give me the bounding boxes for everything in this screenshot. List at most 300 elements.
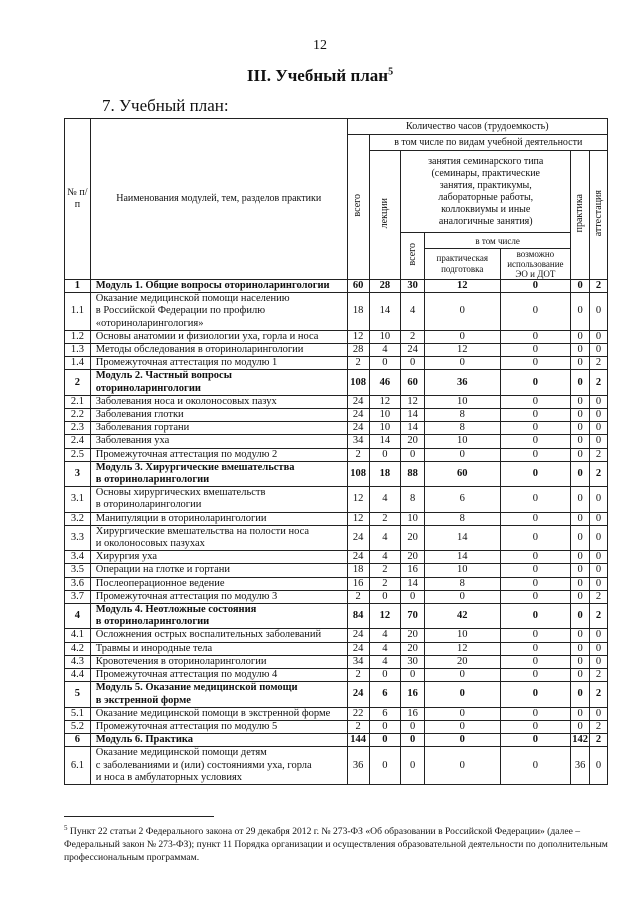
cell-practical-training: 0 xyxy=(424,707,500,720)
cell-practical-training: 14 xyxy=(424,551,500,564)
cell-practical-training: 36 xyxy=(424,370,500,395)
row-number: 2 xyxy=(65,370,91,395)
cell-seminar-total: 0 xyxy=(401,357,425,370)
cell-attestation: 2 xyxy=(590,590,608,603)
cell-lectures: 4 xyxy=(369,487,401,512)
cell-practice: 0 xyxy=(571,344,590,357)
cell-lectures: 0 xyxy=(369,669,401,682)
cell-practice: 0 xyxy=(571,435,590,448)
cell-practical-training: 0 xyxy=(424,448,500,461)
cell-lectures: 14 xyxy=(369,293,401,331)
cell-eo-dot: 0 xyxy=(500,293,571,331)
row-number: 5.2 xyxy=(65,720,91,733)
row-name: Модуль 4. Неотложные состояния в оториноларингологии xyxy=(90,604,347,629)
cell-lectures: 4 xyxy=(369,551,401,564)
header-seminar: занятия семинарского типа (семинары, практические занятия, практикумы, лабораторные работы, коллоквиумы и иные аналогичные занятия) xyxy=(401,151,571,233)
cell-eo-dot: 0 xyxy=(500,604,571,629)
header-sem-total xyxy=(401,233,425,280)
module-row xyxy=(65,461,608,486)
cell-attestation: 0 xyxy=(590,642,608,655)
header-practical-training: практическая подготовка xyxy=(424,249,500,280)
row-number: 6.1 xyxy=(65,747,91,785)
row-number: 5 xyxy=(65,682,91,707)
cell-lectures: 0 xyxy=(369,448,401,461)
cell-eo-dot: 0 xyxy=(500,487,571,512)
row-name: Промежуточная аттестация по модулю 4 xyxy=(90,669,347,682)
cell-lectures: 18 xyxy=(369,461,401,486)
cell-practical-training: 12 xyxy=(424,280,500,293)
cell-seminar-total: 0 xyxy=(401,734,425,747)
cell-seminar-total: 30 xyxy=(401,655,425,668)
cell-total: 24 xyxy=(347,642,369,655)
footnote-divider xyxy=(64,816,214,817)
table-row xyxy=(65,720,608,733)
table-row xyxy=(65,577,608,590)
cell-lectures: 0 xyxy=(369,734,401,747)
module-row xyxy=(65,604,608,629)
cell-total: 60 xyxy=(347,280,369,293)
table-row xyxy=(65,629,608,642)
cell-eo-dot: 0 xyxy=(500,655,571,668)
cell-seminar-total: 14 xyxy=(401,577,425,590)
cell-practical-training: 12 xyxy=(424,642,500,655)
cell-practical-training: 14 xyxy=(424,525,500,550)
cell-practice: 36 xyxy=(571,747,590,785)
cell-attestation: 2 xyxy=(590,734,608,747)
row-name: Модуль 2. Частный вопросы оториноларингологии xyxy=(90,370,347,395)
cell-eo-dot: 0 xyxy=(500,682,571,707)
cell-eo-dot: 0 xyxy=(500,734,571,747)
cell-seminar-total: 0 xyxy=(401,448,425,461)
cell-practice: 0 xyxy=(571,629,590,642)
cell-seminar-total: 2 xyxy=(401,330,425,343)
cell-total: 2 xyxy=(347,590,369,603)
cell-total: 144 xyxy=(347,734,369,747)
cell-attestation: 0 xyxy=(590,629,608,642)
header-lectures-text: лекции xyxy=(378,197,390,229)
cell-eo-dot: 0 xyxy=(500,370,571,395)
cell-seminar-total: 20 xyxy=(401,525,425,550)
cell-lectures: 0 xyxy=(369,357,401,370)
cell-total: 108 xyxy=(347,370,369,395)
row-number: 3.4 xyxy=(65,551,91,564)
row-number: 4.2 xyxy=(65,642,91,655)
cell-practice: 0 xyxy=(571,682,590,707)
cell-practice: 0 xyxy=(571,487,590,512)
cell-practical-training: 0 xyxy=(424,747,500,785)
cell-total: 2 xyxy=(347,448,369,461)
cell-total: 24 xyxy=(347,422,369,435)
cell-total: 24 xyxy=(347,629,369,642)
cell-eo-dot: 0 xyxy=(500,590,571,603)
cell-eo-dot: 0 xyxy=(500,577,571,590)
cell-lectures: 10 xyxy=(369,422,401,435)
row-number: 4.4 xyxy=(65,669,91,682)
row-name: Заболевания гортани xyxy=(90,422,347,435)
cell-seminar-total: 14 xyxy=(401,422,425,435)
cell-total: 108 xyxy=(347,461,369,486)
footnote-text: Пункт 22 статьи 2 Федерального закона от 29 декабря 2012 г. № 273-ФЗ «Об образовании в Российской Федерации» (далее – Федеральный закон № 273-ФЗ); пункт 11 Порядка организации и осуществления образовательной деятельности по дополнительным профессиональным программам. xyxy=(64,826,608,864)
row-name: Промежуточная аттестация по модулю 3 xyxy=(90,590,347,603)
cell-attestation: 2 xyxy=(590,669,608,682)
cell-practical-training: 0 xyxy=(424,293,500,331)
cell-total: 18 xyxy=(347,293,369,331)
cell-eo-dot: 0 xyxy=(500,564,571,577)
row-number: 4.1 xyxy=(65,629,91,642)
footnote-mark: 5 xyxy=(64,824,68,832)
cell-attestation: 0 xyxy=(590,747,608,785)
cell-practice: 0 xyxy=(571,330,590,343)
row-number: 3.5 xyxy=(65,564,91,577)
cell-practical-training: 0 xyxy=(424,330,500,343)
cell-attestation: 0 xyxy=(590,409,608,422)
cell-seminar-total: 20 xyxy=(401,642,425,655)
header-sem-total-text: всего xyxy=(406,242,418,266)
row-number: 2.5 xyxy=(65,448,91,461)
cell-seminar-total: 0 xyxy=(401,590,425,603)
cell-practice: 0 xyxy=(571,512,590,525)
cell-attestation: 0 xyxy=(590,707,608,720)
cell-practical-training: 0 xyxy=(424,669,500,682)
cell-total: 22 xyxy=(347,707,369,720)
cell-total: 12 xyxy=(347,487,369,512)
cell-practical-training: 10 xyxy=(424,395,500,408)
cell-practice: 0 xyxy=(571,707,590,720)
cell-practice: 0 xyxy=(571,564,590,577)
row-name: Травмы и инородные тела xyxy=(90,642,347,655)
table-row xyxy=(65,642,608,655)
cell-practical-training: 12 xyxy=(424,344,500,357)
cell-seminar-total: 0 xyxy=(401,669,425,682)
cell-lectures: 0 xyxy=(369,747,401,785)
cell-seminar-total: 16 xyxy=(401,707,425,720)
cell-attestation: 0 xyxy=(590,487,608,512)
cell-eo-dot: 0 xyxy=(500,642,571,655)
cell-attestation: 0 xyxy=(590,395,608,408)
cell-total: 16 xyxy=(347,577,369,590)
row-name: Промежуточная аттестация по модулю 1 xyxy=(90,357,347,370)
cell-eo-dot: 0 xyxy=(500,720,571,733)
row-number: 1.4 xyxy=(65,357,91,370)
header-attestation-text: аттестация xyxy=(592,189,604,237)
cell-seminar-total: 60 xyxy=(401,370,425,395)
cell-attestation: 0 xyxy=(590,344,608,357)
cell-practical-training: 0 xyxy=(424,682,500,707)
cell-attestation: 0 xyxy=(590,564,608,577)
table-row xyxy=(65,512,608,525)
cell-total: 24 xyxy=(347,525,369,550)
row-number: 4.3 xyxy=(65,655,91,668)
cell-eo-dot: 0 xyxy=(500,395,571,408)
curriculum-table xyxy=(64,118,608,785)
row-name: Заболевания глотки xyxy=(90,409,347,422)
table-row xyxy=(65,564,608,577)
cell-eo-dot: 0 xyxy=(500,525,571,550)
cell-seminar-total: 8 xyxy=(401,487,425,512)
cell-lectures: 4 xyxy=(369,525,401,550)
row-name: Оказание медицинской помощи детям с заболеваниями и (или) состояниями уха, горла и носа в амбулаторных условиях xyxy=(90,747,347,785)
cell-eo-dot: 0 xyxy=(500,669,571,682)
cell-practical-training: 10 xyxy=(424,435,500,448)
cell-practical-training: 0 xyxy=(424,720,500,733)
cell-eo-dot: 0 xyxy=(500,747,571,785)
table-row xyxy=(65,448,608,461)
row-name: Модуль 6. Практика xyxy=(90,734,347,747)
header-practice xyxy=(571,151,590,280)
cell-seminar-total: 16 xyxy=(401,682,425,707)
cell-attestation: 2 xyxy=(590,682,608,707)
row-name: Кровотечения в оториноларингологии xyxy=(90,655,347,668)
cell-practical-training: 8 xyxy=(424,422,500,435)
header-total-text: всего xyxy=(352,193,364,217)
cell-attestation: 2 xyxy=(590,604,608,629)
header-hours-total: Количество часов (трудоемкость) xyxy=(347,119,607,135)
cell-practice: 0 xyxy=(571,422,590,435)
cell-practice: 0 xyxy=(571,370,590,395)
section-title xyxy=(0,66,640,86)
cell-lectures: 2 xyxy=(369,577,401,590)
cell-attestation: 2 xyxy=(590,370,608,395)
row-number: 2.1 xyxy=(65,395,91,408)
table-row xyxy=(65,487,608,512)
cell-lectures: 0 xyxy=(369,590,401,603)
cell-lectures: 28 xyxy=(369,280,401,293)
cell-attestation: 2 xyxy=(590,720,608,733)
cell-practical-training: 0 xyxy=(424,590,500,603)
row-number: 3.7 xyxy=(65,590,91,603)
row-number: 3.3 xyxy=(65,525,91,550)
cell-practical-training: 0 xyxy=(424,357,500,370)
row-name: Оказание медицинской помощи в экстренной форме xyxy=(90,707,347,720)
page-number: 12 xyxy=(313,38,327,53)
cell-eo-dot: 0 xyxy=(500,357,571,370)
table-row xyxy=(65,344,608,357)
row-name: Осложнения острых воспалительных заболеваний xyxy=(90,629,347,642)
row-name: Модуль 3. Хирургические вмешательства в оториноларингологии xyxy=(90,461,347,486)
cell-total: 12 xyxy=(347,330,369,343)
row-name: Послеоперационное ведение xyxy=(90,577,347,590)
cell-practical-training: 42 xyxy=(424,604,500,629)
cell-attestation: 0 xyxy=(590,293,608,331)
cell-practice: 0 xyxy=(571,551,590,564)
table-row xyxy=(65,409,608,422)
cell-practice: 0 xyxy=(571,357,590,370)
cell-total: 34 xyxy=(347,435,369,448)
cell-attestation: 0 xyxy=(590,512,608,525)
row-name: Основы анатомии и физиологии уха, горла и носа xyxy=(90,330,347,343)
cell-lectures: 4 xyxy=(369,642,401,655)
row-number: 2.4 xyxy=(65,435,91,448)
row-name: Операции на глотке и гортани xyxy=(90,564,347,577)
row-number: 2.3 xyxy=(65,422,91,435)
cell-lectures: 6 xyxy=(369,707,401,720)
cell-total: 24 xyxy=(347,409,369,422)
header-total xyxy=(347,135,369,280)
cell-lectures: 12 xyxy=(369,395,401,408)
cell-total: 24 xyxy=(347,395,369,408)
cell-eo-dot: 0 xyxy=(500,551,571,564)
cell-total: 84 xyxy=(347,604,369,629)
cell-attestation: 2 xyxy=(590,280,608,293)
header-num: № п/п xyxy=(65,119,91,280)
cell-lectures: 4 xyxy=(369,629,401,642)
cell-practical-training: 60 xyxy=(424,461,500,486)
header-including: в том числе xyxy=(424,233,570,249)
cell-practice: 0 xyxy=(571,280,590,293)
table-row xyxy=(65,357,608,370)
cell-total: 24 xyxy=(347,682,369,707)
header-eo-dot: возможно использование ЭО и ДОТ xyxy=(500,249,571,280)
cell-practice: 0 xyxy=(571,461,590,486)
cell-practical-training: 8 xyxy=(424,577,500,590)
row-number: 3.1 xyxy=(65,487,91,512)
cell-seminar-total: 0 xyxy=(401,747,425,785)
row-number: 3.2 xyxy=(65,512,91,525)
row-number: 4 xyxy=(65,604,91,629)
table-row xyxy=(65,422,608,435)
cell-practice: 0 xyxy=(571,604,590,629)
cell-seminar-total: 24 xyxy=(401,344,425,357)
header-lectures xyxy=(369,151,401,280)
subsection-title: 7. Учебный план: xyxy=(102,96,229,115)
cell-seminar-total: 30 xyxy=(401,280,425,293)
row-number: 1.2 xyxy=(65,330,91,343)
cell-total: 34 xyxy=(347,655,369,668)
cell-attestation: 2 xyxy=(590,448,608,461)
section-title-text: III. Учебный план xyxy=(246,66,389,85)
cell-total: 12 xyxy=(347,512,369,525)
cell-practical-training: 20 xyxy=(424,655,500,668)
row-name: Промежуточная аттестация по модулю 2 xyxy=(90,448,347,461)
cell-seminar-total: 16 xyxy=(401,564,425,577)
row-number: 5.1 xyxy=(65,707,91,720)
cell-lectures: 14 xyxy=(369,435,401,448)
cell-eo-dot: 0 xyxy=(500,344,571,357)
cell-attestation: 2 xyxy=(590,461,608,486)
cell-lectures: 46 xyxy=(369,370,401,395)
table-row xyxy=(65,525,608,550)
cell-practice: 142 xyxy=(572,734,588,746)
cell-attestation: 0 xyxy=(590,551,608,564)
module-row xyxy=(65,280,608,293)
cell-practice: 0 xyxy=(571,293,590,331)
cell-total: 2 xyxy=(347,669,369,682)
module-row xyxy=(65,370,608,395)
cell-practical-training: 6 xyxy=(424,487,500,512)
cell-eo-dot: 0 xyxy=(500,409,571,422)
cell-practical-training: 10 xyxy=(424,629,500,642)
cell-eo-dot: 0 xyxy=(500,707,571,720)
cell-total: 18 xyxy=(347,564,369,577)
cell-eo-dot: 0 xyxy=(500,629,571,642)
cell-practice: 0 xyxy=(571,720,590,733)
cell-seminar-total: 10 xyxy=(401,512,425,525)
cell-practical-training: 8 xyxy=(424,409,500,422)
row-name: Манипуляции в оториноларингологии xyxy=(90,512,347,525)
cell-attestation: 0 xyxy=(590,330,608,343)
cell-seminar-total: 20 xyxy=(401,435,425,448)
cell-eo-dot: 0 xyxy=(500,448,571,461)
row-number: 1.1 xyxy=(65,293,91,331)
row-name: Оказание медицинской помощи населению в Российской Федерации по профилю «оториноларингология» xyxy=(90,293,347,331)
header-attestation xyxy=(590,151,608,280)
cell-seminar-total: 88 xyxy=(401,461,425,486)
cell-practical-training: 0 xyxy=(424,734,500,747)
header-practice-text: практика xyxy=(574,193,586,233)
row-name: Основы хирургических вмешательств в оториноларингологии xyxy=(90,487,347,512)
cell-seminar-total: 20 xyxy=(401,629,425,642)
row-name: Модуль 5. Оказание медицинской помощи в экстренной форме xyxy=(90,682,347,707)
module-row xyxy=(65,734,608,747)
row-number: 1 xyxy=(65,280,91,293)
row-name: Методы обследования в оториноларингологии xyxy=(90,344,347,357)
cell-practical-training: 8 xyxy=(424,512,500,525)
cell-lectures: 6 xyxy=(369,682,401,707)
cell-practice: 0 xyxy=(571,655,590,668)
table-row xyxy=(65,669,608,682)
cell-total: 24 xyxy=(347,551,369,564)
module-row xyxy=(65,682,608,707)
row-name: Заболевания носа и околоносовых пазух xyxy=(90,395,347,408)
cell-seminar-total: 4 xyxy=(401,293,425,331)
cell-eo-dot: 0 xyxy=(500,422,571,435)
cell-lectures: 2 xyxy=(369,512,401,525)
cell-practice: 0 xyxy=(571,448,590,461)
cell-total: 36 xyxy=(347,747,369,785)
table-row xyxy=(65,747,608,785)
cell-practical-training: 10 xyxy=(424,564,500,577)
row-number: 2.2 xyxy=(65,409,91,422)
cell-practice: 0 xyxy=(571,590,590,603)
cell-attestation: 0 xyxy=(590,577,608,590)
cell-lectures: 2 xyxy=(369,564,401,577)
row-name: Промежуточная аттестация по модулю 5 xyxy=(90,720,347,733)
cell-eo-dot: 0 xyxy=(500,461,571,486)
cell-practice: 0 xyxy=(571,525,590,550)
table-body xyxy=(65,280,608,785)
table-row xyxy=(65,590,608,603)
cell-seminar-total: 20 xyxy=(401,551,425,564)
table-row xyxy=(65,395,608,408)
cell-seminar-total: 0 xyxy=(401,720,425,733)
cell-eo-dot: 0 xyxy=(500,435,571,448)
cell-attestation: 0 xyxy=(590,655,608,668)
table-row xyxy=(65,293,608,331)
cell-practice: 0 xyxy=(571,577,590,590)
cell-attestation: 0 xyxy=(590,422,608,435)
cell-lectures: 10 xyxy=(369,330,401,343)
header-name: Наименования модулей, тем, разделов практики xyxy=(90,119,347,280)
table-row xyxy=(65,707,608,720)
row-name: Хирургия уха xyxy=(90,551,347,564)
cell-practice: 0 xyxy=(571,669,590,682)
cell-attestation: 0 xyxy=(590,525,608,550)
row-number: 3 xyxy=(65,461,91,486)
cell-seminar-total: 14 xyxy=(401,409,425,422)
row-number: 3.6 xyxy=(65,577,91,590)
table-row xyxy=(65,655,608,668)
cell-lectures: 4 xyxy=(369,344,401,357)
cell-seminar-total: 12 xyxy=(401,395,425,408)
cell-eo-dot: 0 xyxy=(500,330,571,343)
header-by-activity: в том числе по видам учебной деятельности xyxy=(369,135,607,151)
table-row xyxy=(65,435,608,448)
cell-total: 2 xyxy=(347,357,369,370)
cell-eo-dot: 0 xyxy=(500,512,571,525)
cell-lectures: 10 xyxy=(369,409,401,422)
cell-attestation: 2 xyxy=(590,357,608,370)
row-number: 1.3 xyxy=(65,344,91,357)
